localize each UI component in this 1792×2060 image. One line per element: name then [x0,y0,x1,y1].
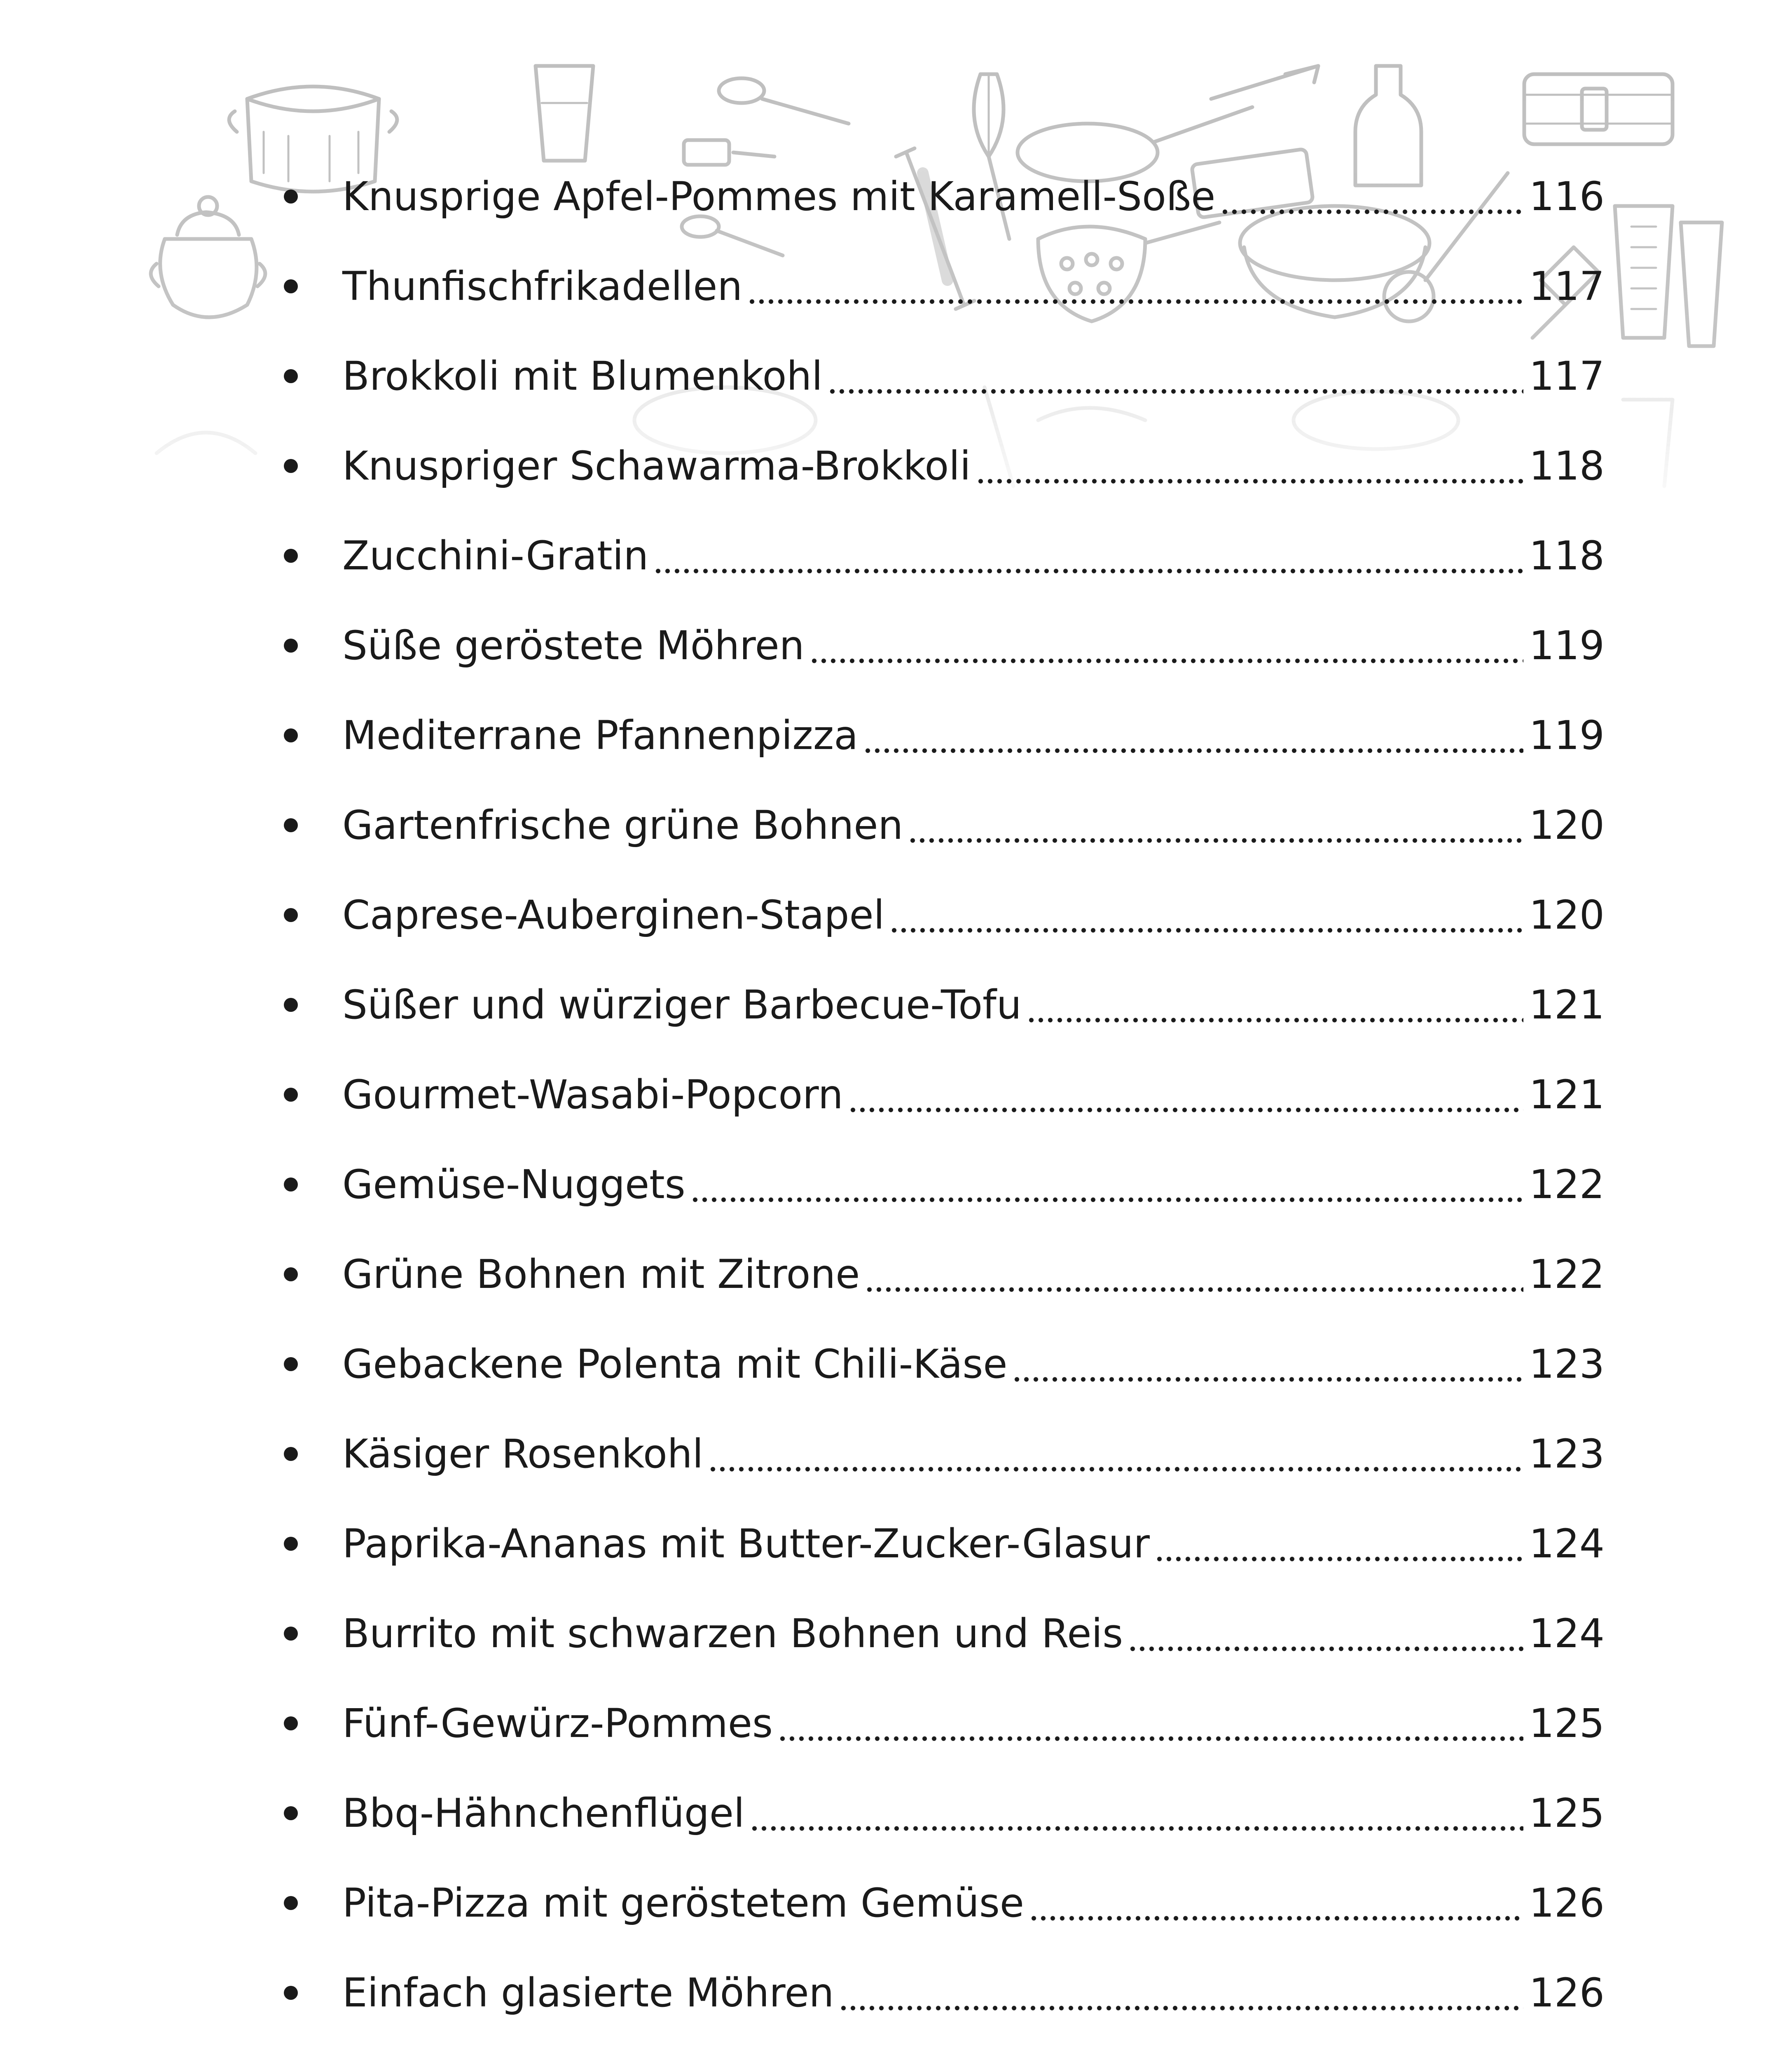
bullet-icon [284,369,298,383]
bullet-icon [284,1357,298,1371]
toc-entry-page-number: 123 [1529,1341,1605,1387]
dot-leader [908,805,1523,845]
toc-entry[interactable] [270,331,1605,421]
bullet-icon [284,908,298,922]
toc-entry-title: Zucchini-Gratin [342,533,649,579]
bullet-icon [284,1806,298,1820]
toc-entry[interactable] [270,1948,1605,2038]
dot-leader [747,267,1523,306]
toc-entry-page-number: 123 [1529,1431,1605,1477]
dot-leader [976,446,1523,486]
dot-leader [809,626,1523,665]
bullet-icon [284,1716,298,1730]
bullet-icon [284,818,298,832]
bullet-icon [284,639,298,653]
toc-entry-title: Käsiger Rosenkohl [342,1431,704,1477]
bullet-icon [284,1896,298,1910]
toc-entry[interactable] [270,1589,1605,1678]
toc-entry-title: Süße geröstete Möhren [342,623,805,669]
grater-icon [1615,206,1722,346]
toc-entry-page-number: 117 [1529,353,1605,399]
toc-entry[interactable] [270,152,1605,241]
toc-entry-page-number: 120 [1529,892,1605,938]
dot-leader [1128,1614,1523,1653]
toc-entry-page-number: 120 [1529,802,1605,848]
dot-leader [778,1704,1523,1743]
toc-entry[interactable] [270,1229,1605,1319]
toc-entry-title: Knuspriger Schawarma-Brokkoli [342,443,971,489]
toc-entry-title: Brokkoli mit Blumenkohl [342,353,823,399]
toc-entry[interactable] [270,1319,1605,1409]
toc-entry[interactable] [270,601,1605,691]
toc-entry[interactable] [270,511,1605,601]
dot-leader [1029,1883,1523,1923]
toc-entry[interactable] [270,1678,1605,1768]
toc-entry-page-number: 119 [1529,623,1605,669]
toc-entry[interactable] [270,1409,1605,1499]
toc-entry[interactable] [270,1140,1605,1229]
toc-entry-page-number: 121 [1529,1072,1605,1118]
toc-entry-title: Fünf-Gewürz-Pommes [342,1700,773,1746]
toc-entry-page-number: 124 [1529,1521,1605,1567]
dot-leader [889,895,1523,935]
table-of-contents [270,152,1605,2060]
toc-entry-page-number: 125 [1529,1790,1605,1836]
bullet-icon [284,1267,298,1281]
toc-entry[interactable] [270,241,1605,331]
toc-entry[interactable] [270,870,1605,960]
bullet-icon [284,1537,298,1551]
toc-entry-page-number: 117 [1529,263,1605,309]
dot-leader [848,1075,1523,1114]
toc-entry[interactable] [270,1768,1605,1858]
toc-entry-title: Süßer und würziger Barbecue-Tofu [342,982,1022,1028]
glass-icon [536,66,593,161]
bullet-icon [284,1447,298,1461]
toc-entry[interactable] [270,691,1605,780]
dot-leader [839,1973,1523,2013]
toc-entry-page-number: 125 [1529,1700,1605,1746]
bullet-icon [284,1088,298,1102]
toc-entry-title: Einfach glasierte Möhren [342,1970,834,2016]
dot-leader [1012,1344,1523,1384]
toc-entry-page-number: 122 [1529,1251,1605,1297]
toc-entry-page-number: 116 [1529,173,1605,220]
bullet-icon [284,279,298,293]
toc-entry-title: Pita-Pizza mit geröstetem Gemüse [342,1880,1024,1926]
bullet-icon [284,190,298,204]
toc-entry-title: Grüne Bohnen mit Zitrone [342,1251,860,1297]
bullet-icon [284,998,298,1012]
dot-leader [1027,985,1523,1025]
dot-leader [708,1434,1523,1474]
toc-entry-page-number: 121 [1529,982,1605,1028]
toc-entry-title: Caprese-Auberginen-Stapel [342,892,885,938]
sugar-bowl-icon [151,197,265,317]
toc-entry-page-number: 118 [1529,443,1605,489]
dot-leader [750,1793,1523,1833]
toc-entry-title: Thunfischfrikadellen [342,263,743,309]
toc-entry-page-number: 119 [1529,712,1605,758]
dot-leader [1220,177,1523,216]
toc-entry-title: Gartenfrische grüne Bohnen [342,802,903,848]
toc-entry-title: Gemüse-Nuggets [342,1161,685,1208]
toc-entry-title: Knusprige Apfel-Pommes mit Karamell-Soße [342,173,1216,220]
toc-entry-title: Gourmet-Wasabi-Popcorn [342,1072,843,1118]
toc-entry[interactable] [270,960,1605,1050]
bullet-icon [284,1177,298,1192]
dot-leader [828,356,1523,396]
dot-leader [865,1255,1523,1294]
dot-leader [1155,1524,1523,1564]
bullet-icon [284,1627,298,1641]
toc-entry-page-number: 126 [1529,1880,1605,1926]
toc-entry-page-number: 126 [1529,1970,1605,2016]
toc-entry-page-number: 118 [1529,533,1605,579]
dot-leader [863,716,1523,755]
springform-pan-icon [1524,74,1673,144]
toc-entry-title: Paprika-Ananas mit Butter-Zucker-Glasur [342,1521,1150,1567]
toc-entry[interactable] [270,421,1605,511]
toc-entry[interactable] [270,1499,1605,1589]
bullet-icon [284,728,298,742]
toc-entry-title: Bbq-Hähnchenflügel [342,1790,745,1836]
toc-entry-page-number: 124 [1529,1611,1605,1657]
toc-entry-title: Burrito mit schwarzen Bohnen und Reis [342,1611,1123,1657]
toc-entry-title: Mediterrane Pfannenpizza [342,712,859,758]
toc-entry[interactable] [270,2038,1605,2060]
bullet-icon [284,549,298,563]
toc-entry[interactable] [270,780,1605,870]
dot-leader [690,1165,1523,1204]
toc-entry[interactable] [270,1858,1605,1948]
bullet-icon [284,459,298,473]
dot-leader [653,536,1523,576]
toc-entry[interactable] [270,1050,1605,1140]
toc-entry-title: Gebackene Polenta mit Chili-Käse [342,1341,1008,1387]
bullet-icon [284,1986,298,2000]
toc-entry-page-number: 122 [1529,1161,1605,1208]
